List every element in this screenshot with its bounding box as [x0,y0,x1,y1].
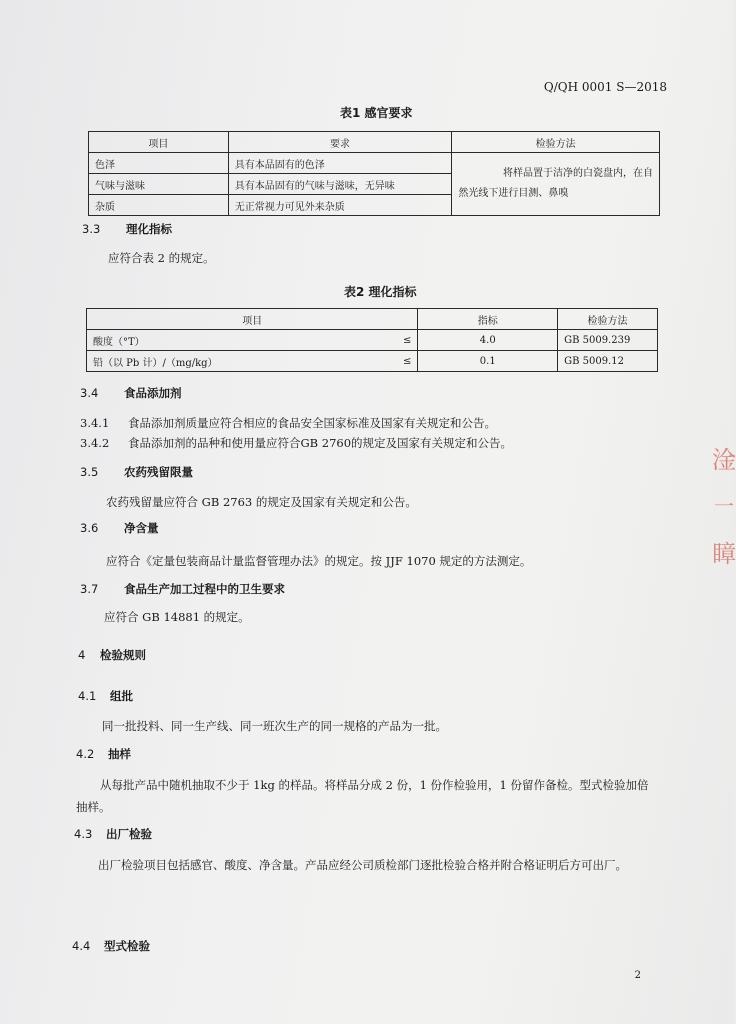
section-number: 3.3 [82,222,101,236]
table-header-cell: 指标 [418,309,558,330]
method-line-2: 然光线下进行目测、鼻嗅 [458,188,569,199]
table-cell-operator: ≤ [330,330,418,351]
section-4-4-heading [72,938,150,954]
page-number: 2 [634,970,641,981]
section-3-4-heading [80,385,182,401]
table-cell-operator: ≤ [330,351,418,372]
section-title: 食品添加剂 [124,386,182,400]
seal-stamp-fragment-3: 瞕 [712,540,736,568]
table-row [87,351,658,372]
section-title: 食品生产加工过程中的卫生要求 [124,582,285,596]
section-title: 型式检验 [104,939,150,953]
section-3-7-heading [80,581,285,597]
section-number: 4.1 [78,689,97,703]
section-title: 理化指标 [126,222,172,236]
section-title: 抽样 [108,747,131,761]
section-3-4-2 [80,435,512,451]
table-cell: 具有本品固有的气味与滋味，无异味 [228,174,452,195]
table-cell: GB 5009.239 [558,330,658,351]
document-number: Q/QH 0001 S—2018 [543,80,667,94]
section-number: 4.3 [74,827,93,841]
chapter-4-heading [78,647,146,663]
section-4-3-text: 出厂检验项目包括感官、酸度、净含量。产品应经公司质检部门逐批检验合格并附合格证明后方可出厂。 [98,858,627,872]
section-number: 3.4 [80,386,99,400]
table-header-cell: 项目 [89,132,229,153]
item-number: 3.4.1 [80,416,110,430]
table1-sensory-requirements [88,131,660,216]
section-4-2-text: 从每批产品中随机抽取不少于 1kg 的样品。将样品分成 2 份，1 份作检验用，1 份留作备检。型式检验加倍抽样。 [76,778,649,814]
section-3-5-heading [80,464,193,480]
section-number: 3.7 [80,582,99,596]
table-cell: GB 5009.12 [558,351,658,372]
method-line-1: 将样品置于洁净的白瓷盘内，在自 [503,168,653,179]
section-title: 出厂检验 [106,827,152,841]
table-cell: 4.0 [418,330,558,351]
table-row [87,330,658,351]
section-4-2-heading [76,746,131,762]
table-header-row [89,132,660,153]
table-row [89,153,660,174]
section-3-7-text: 应符合 GB 14881 的规定。 [104,610,250,624]
table-cell: 具有本品固有的色泽 [228,153,452,174]
table-header-cell: 项目 [87,309,418,330]
section-number: 4 [78,648,86,662]
section-number: 4.4 [72,939,91,953]
section-title: 净含量 [124,521,159,535]
table-cell: 杂质 [89,195,229,216]
section-title: 检验规则 [100,648,146,662]
table-header-row [87,309,658,330]
seal-stamp-fragment-1: 淦 [712,446,736,474]
seal-stamp-fragment-2: 一 [714,494,734,518]
section-number: 3.6 [80,521,99,535]
table-cell: 0.1 [418,351,558,372]
item-number: 3.4.2 [80,436,110,450]
table-cell: 气味与滋味 [89,174,229,195]
table1-caption: 表1 感官要求 [340,106,413,120]
section-title: 农药残留限量 [124,465,193,479]
item-text: 食品添加剂质量应符合相应的食品安全国家标准及国家有关规定和公告。 [128,416,496,430]
section-3-3-heading [82,221,172,237]
table2-physicochemical-indicators [86,308,658,372]
section-3-6-text: 应符合《定量包装商品计量监督管理办法》的规定。按 JJF 1070 规定的方法测定。 [106,554,532,568]
section-3-6-heading [80,520,159,536]
section-3-3-text: 应符合表 2 的规定。 [108,251,215,265]
section-4-1-heading [78,688,133,704]
table-cell: 酸度（°T） [87,330,331,351]
section-number: 4.2 [76,747,95,761]
table-header-cell: 检验方法 [452,132,660,153]
section-4-3-heading [74,826,152,842]
table-cell: 铅（以 Pb 计）/（mg/kg） [87,351,331,372]
section-4-1-text: 同一批投料、同一生产线、同一班次生产的同一规格的产品为一批。 [102,719,447,733]
section-number: 3.5 [80,465,99,479]
table-header-cell: 检验方法 [558,309,658,330]
section-title: 组批 [110,689,133,703]
section-3-4-1 [80,415,496,431]
table-cell: 无正常视力可见外来杂质 [228,195,452,216]
table-cell: 色泽 [89,153,229,174]
section-3-5-text: 农药残留量应符合 GB 2763 的规定及国家有关规定和公告。 [106,495,417,509]
table2-caption: 表2 理化指标 [344,285,417,299]
table-method-cell [452,153,660,216]
item-text: 食品添加剂的品种和使用量应符合GB 2760的规定及国家有关规定和公告。 [128,436,513,450]
table-header-cell: 要求 [228,132,452,153]
